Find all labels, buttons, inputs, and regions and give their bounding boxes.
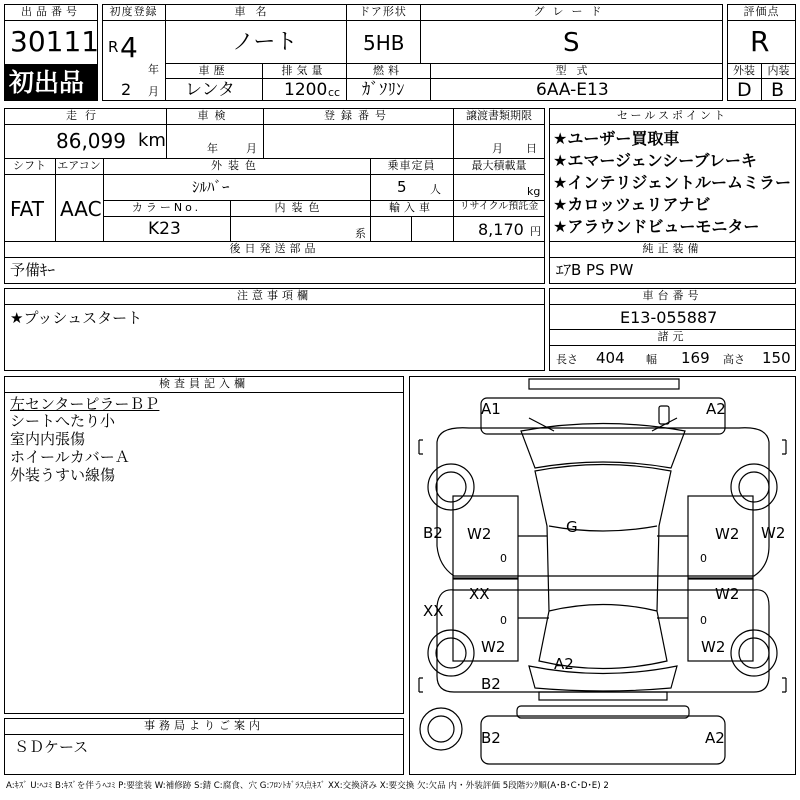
damage-mark: XX [469,585,490,603]
color-no: K23 [148,219,181,239]
int-color-unit: 系 [355,227,366,240]
capacity: 5 [397,178,407,196]
color-no-label: カラーNo. [131,201,202,214]
inspection-month: 月 [246,142,257,155]
car-name: ノート [232,30,298,55]
sales-point: ★カロッツェリアナビ [553,195,711,214]
color-label: 外装色 [211,159,262,172]
legend: A:ｷｽﾞ U:ﾍｺﾐ B:ｷｽﾞを伴うﾍｺﾐ P:要塗装 W:補修跡 S:錆 C:腐食、穴 G:ﾌﾛﾝﾄｶﾞﾗｽ点ｷｽﾞ XX:交換済み X:要交換 欠:欠品 内・外装評価 5段階ﾗﾝｸ順(A･B･C･D･E) 2 [6,781,609,791]
car-diagram [409,376,796,775]
width: 169 [681,349,710,367]
reg-year: 4 [120,31,138,64]
first-listing-text: 初出品 [9,68,85,97]
month-unit: 月 [148,85,159,98]
sales-label: セールスポイント [616,109,728,122]
mileage-unit: km [138,130,166,151]
height-label: 高さ [723,353,745,366]
exterior-label: 外装 [733,64,755,77]
displacement: 1200 [284,80,328,100]
sales-point: ★ユーザー買取車 [553,129,680,148]
history-label: 車歴 [198,64,229,77]
capacity-label: 乗車定員 [387,159,436,172]
load-label: 最大積載量 [471,159,527,172]
door-type: 5HB [363,31,405,55]
height: 150 [762,349,791,367]
capacity-unit: 人 [430,183,441,196]
reg-no-label: 登録番号 [324,109,392,122]
office-note: ＳＤケース [14,738,89,756]
interior-score: B [771,79,785,101]
damage-mark: W2 [467,525,492,543]
damage-mark: 0 [500,614,507,627]
model-label: 型式 [555,64,598,77]
ac-label: エアコン [57,159,101,172]
equipment-label: 純正装備 [642,242,703,255]
notes: ★プッシュスタート [10,309,143,327]
width-label: 幅 [646,353,657,366]
inspector-line: 外装うすい線傷 [10,466,116,484]
first-reg-label: 初度登録 [109,5,158,18]
lot-number: 30111 [10,25,100,58]
displacement-label: 排気量 [281,64,327,77]
exterior-score: D [737,79,752,101]
model-code: 6AA-E13 [536,80,609,100]
inspector-line: 室内内張傷 [10,430,86,448]
transfer-label: 譲渡書類期限 [466,109,532,122]
recycle-unit: 円 [530,225,541,238]
grade-label: グレード [533,5,610,18]
year-unit: 年 [148,63,159,76]
damage-mark: W2 [481,638,506,656]
era: R [108,38,119,56]
damage-mark: A1 [481,400,501,418]
fuel-label: 燃料 [373,64,403,77]
shift-label: シフト [13,159,46,172]
office-label: 事務局よりご案内 [144,719,264,732]
inspector-line: 左センターピラーＢＰ [10,395,160,413]
inspector-label: 検査員記入欄 [159,377,249,390]
transfer-day: 日 [526,142,537,155]
int-color-label: 内装色 [274,201,326,214]
shift: FAT [10,197,45,221]
damage-mark: W2 [715,585,740,603]
mileage-label: 走行 [66,109,104,122]
length: 404 [596,349,625,367]
damage-mark: B2 [423,524,443,542]
inspection-year: 年 [207,142,218,155]
mileage: 86,099 [56,129,126,153]
damage-mark: A2 [706,400,726,418]
damage-mark: A2 [554,655,574,673]
damage-mark: 0 [700,552,707,565]
sales-point: ★インテリジェントルームミラー [553,173,792,192]
interior-label: 内装 [767,64,790,77]
chassis-label: 車台番号 [642,289,703,302]
ac: AAC [60,197,102,221]
reg-month: 2 [121,80,132,99]
damage-mark: G [566,518,578,536]
damage-mark: W2 [761,524,786,542]
lot-label: 出品番号 [21,5,81,18]
damage-mark: W2 [715,525,740,543]
recycle: 8,170 [478,220,524,239]
inspector-line: ホイールカバーＡ [10,448,130,466]
score-label: 評価点 [743,5,780,18]
damage-mark: A2 [705,729,725,747]
car-name-label: 車名 [234,5,277,18]
damage-mark: 0 [700,614,707,627]
damage-mark: W2 [701,638,726,656]
chassis-number: E13-055887 [620,308,718,327]
body-color: ｼﾙﾊﾞｰ [192,178,230,196]
score: R [750,25,770,58]
inspector-line: シートへたり小 [10,412,116,430]
later-parts-label: 後日発送部品 [229,242,320,255]
later-parts: 予備ｷｰ [10,261,56,279]
import-label: 輸入車 [389,201,434,214]
damage-mark: B2 [481,729,501,747]
damage-mark: B2 [481,675,501,693]
dims-label: 諸元 [657,330,688,343]
door-label: ドア形状 [359,5,407,18]
equipment: ｴｱB PS PW [556,261,634,279]
fuel: ｶﾞｿﾘﾝ [362,80,405,100]
notes-label: 注意事項欄 [237,289,312,302]
grade: S [563,28,580,58]
sales-point: ★アラウンドビューモニター [553,217,760,236]
transfer-month: 月 [492,142,503,155]
displacement-unit: cc [328,86,341,99]
damage-mark: XX [423,602,444,620]
inspection-label: 車検 [197,109,232,122]
sales-point: ★エマージェンシーブレーキ [553,151,757,170]
damage-mark: 0 [500,552,507,565]
history: レンタ [185,80,235,100]
load-unit: kg [527,185,541,198]
recycle-label: リサイクル預託金 [459,201,539,212]
length-label: 長さ [556,353,578,366]
